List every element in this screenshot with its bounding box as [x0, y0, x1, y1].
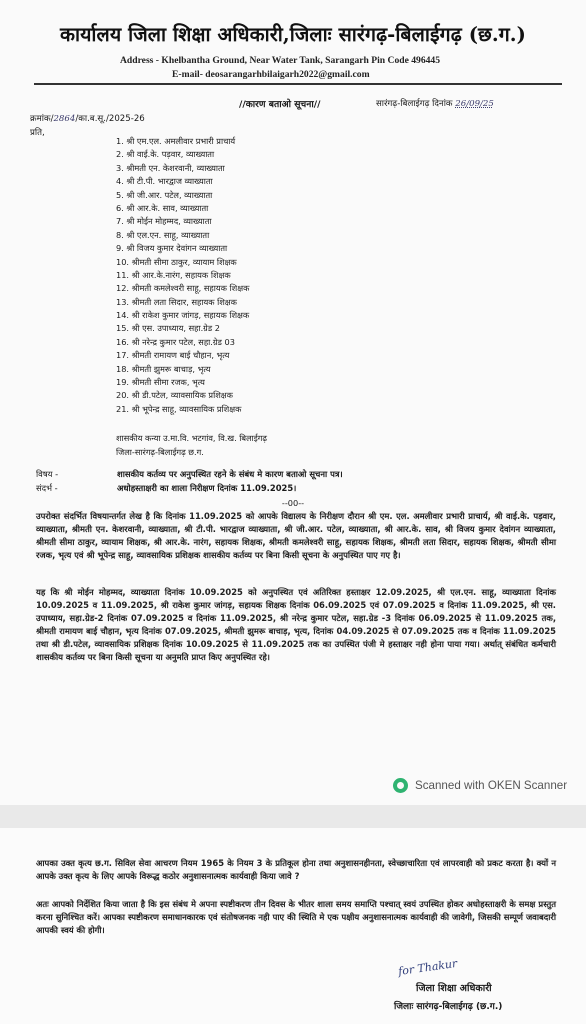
- date-line: [376, 97, 494, 109]
- recipient-list: [116, 135, 249, 416]
- recipient-item: 19. श्रीमती सीमा रजक, भृत्य: [116, 377, 205, 388]
- ref-prefix: क्रमांक/: [30, 114, 54, 124]
- handwritten-signature: for Thakur: [397, 956, 459, 979]
- reference-number: [30, 112, 145, 124]
- recipient-item: 21. श्री भूपेन्द्र साहू, व्यावसायिक प्रशिक्षक: [116, 403, 242, 414]
- recipient-item: 17. श्रीमती रामायण बाई चौहान, भृत्य: [116, 350, 230, 361]
- recipient-item: 8. श्री एल.एन. साहू, व्याख्याता: [116, 229, 210, 240]
- office-title: कार्यालय जिला शिक्षा अधिकारी,जिलाः सारंगढ़-बिलाईगढ़ (छ.ग.): [59, 23, 527, 46]
- subject-label: विषय -: [36, 469, 59, 479]
- recipient-item: 3. श्रीमती एन. केशरवानी, व्याख्याता: [116, 162, 225, 173]
- school-name: शासकीय कन्या उ.मा.वि. भटगांव, वि.ख. बिलाईगढ़: [116, 433, 267, 443]
- notice-title: //कारण बताओ सूचना//: [239, 99, 321, 110]
- subject-text: शासकीय कर्तव्य पर अनुपस्थित रहने के संबंध मे कारण बताओ सूचना पत्र।: [117, 469, 343, 479]
- okenscanner-logo-icon: [393, 778, 408, 793]
- recipient-item: 18. श्रीमती झुमरू बाचाड़, भृत्य: [116, 363, 211, 374]
- recipient-item: 5. श्री जी.आर. पटेल, व्याख्याता: [116, 189, 213, 200]
- reference-text: अधोहस्ताक्षरी का शाला निरीक्षण दिनांक 11.09.2025।: [117, 483, 297, 493]
- recipient-item: 13. श्रीमती लता सिदार, सहायक शिक्षक: [116, 296, 237, 307]
- section-divider: --00--: [281, 498, 305, 508]
- recipient-item: 11. श्री आर.के.नारंग, सहायक शिक्षक: [116, 269, 231, 280]
- office-address: Address - Khelbantha Ground, Near Water Tank, Sarangarh Pin Code 496445: [120, 55, 441, 66]
- body-paragraph-4: अतः आपको निर्देशित किया जाता है कि इस संबंध मे अपना स्पष्टीकरण तीन दिवस के भीतर शाला समय समाप्ति पश्चात् स्वयं उपस्थित होकर अधोहस्ताक्षरी के समक्ष प्रस्तुत करना सुनिश्चित करें। आपका स्पष्टीकरण समाधानकारक एवं संतोषजनक नही पाए की स्थिति मे एक पक्षीय अनुशासनात्मक कार्यवाही की जावेगी, जिसकी सम्पूर्ण जवाबदारी आपकी स्वयं की होगी।: [36, 899, 556, 935]
- school-district: जिला-सारंगढ़-बिलाईगढ़ छ.ग.: [116, 446, 204, 457]
- recipient-item: 4. श्री टी.पी. भारद्वाज व्याख्याता: [116, 176, 213, 187]
- reference-label: संदर्भ -: [36, 483, 58, 493]
- signature-place: जिलाः सारंगढ़-बिलाईगढ़ (छ.ग.): [394, 1002, 503, 1012]
- recipient-item: 12. श्रीमती कमलेश्वरी साहू, सहायक शिक्षक: [116, 283, 250, 294]
- salutation-prati: प्रति,: [30, 128, 45, 138]
- date-handwritten: 26/09/25: [455, 99, 494, 109]
- recipient-item: 16. श्री नरेन्द्र कुमार पटेल, सहा.ग्रेड 03: [116, 336, 235, 347]
- body-paragraph-2: यह कि श्री मोईन मोहम्मद, व्याख्याता दिनांक 10.09.2025 को अनुपस्थित एवं अतिरिक्त हस्ताक्षर 12.09.2025, श्री एल.एन. साहू, व्याख्याता दिनांक 10.09.2025 व 11.09.2025, श्री राकेश कुमार जांगड़, सहायक शिक्षक दिनांक 06.09.2025 एवं 07.09.2025 व दिनांक 11.09.2025, श्री एस. उपाध्याय, सहा.ग्रेड-2 दिनांक 07.09.2025 व दिनांक 11.09.2025, श्री नरेन्द्र कुमार पटेल, सहा.ग्रेड -3 दिनांक 06.09.2025 से 11.09.2025 तक, श्रीमती रामायण बाई चौहान, भृत्य दिनांक 07.09.2025, श्रीमती झुमरू बाचाड़, भृत्य, दिनांक 04.09.2025 से 07.09.2025 तक व दिनांक 11.09.2025 तथा श्री डी.पटेल, व्यावसायिक प्रशिक्षक दिनांक 10.09.2025 से 11.09.2025 तक का उपस्थित पंजी मे हस्ताक्षर नही होना पाया गया। अर्थात् संबंधित कर्मचारी शासकीय कर्तव्य पर बिना किसी सूचना या अनुमति प्राप्त किए अनुपस्थित रहे।: [36, 587, 556, 662]
- recipient-item: 6. श्री आर.के. साव, व्याख्याता: [116, 202, 209, 213]
- scanner-text: Scanned with OKEN Scanner: [415, 779, 568, 792]
- recipient-item: 15. श्री एस. उपाध्याय, सहा.ग्रेड 2: [116, 323, 220, 334]
- body-paragraph-1: उपरोक्त संदर्भित विषयान्तर्गत लेख है कि दिनांक 11.09.2025 को आपके विद्यालय के निरीक्षण दौरान श्री एम. एल. अमलीवार प्रभारी प्राचार्य, श्री वाई.के. पड़वार, व्याख्याता, श्रीमती एन. केशरवानी, व्याख्याता, श्री टी.पी. भारद्वाज व्याख्याता, श्री जी.आर. पटेल, व्याख्याता, श्री आर.के. साव, श्री विजय कुमार देवांगन व्याख्याता, श्रीमती सीमा ठाकुर, व्यायाम शिक्षक, श्री आर.के. नारंग, सहायक शिक्षक, श्रीमती कमलेश्वरी साहू, सहायक शिक्षक, श्रीमती लता सिदार, सहायक शिक्षक, श्रीमती सीमा रजक, भृत्य एवं श्री भूपेन्द्र साहू, व्यावसायिक प्रशिक्षक शासकीय कर्तव्य पर बिना किसी सूचना के अनुपस्थित पाए गए है।: [36, 511, 556, 560]
- recipient-item: 20. श्री डी.पटेल, व्यावसायिक प्रशिक्षक: [116, 390, 233, 401]
- recipient-item: 9. श्री विजय कुमार देवांगन व्याख्याता: [116, 243, 228, 254]
- body-paragraph-3: आपका उक्त कृत्य छ.ग. सिविल सेवा आचरण नियम 1965 के नियम 3 के प्रतिकूल होना तथा अनुशासनहीनता, स्वेच्छाचारिता एवं लापरवाही को प्रकट करता है। क्यों न आपके उक्त कृत्य के लिए आपके विरूद्ध कठोर अनुशासनात्मक कार्यवाही किया जावे ?: [36, 858, 556, 881]
- ref-handwritten: 2864: [53, 114, 76, 124]
- scanner-watermark: [393, 778, 567, 793]
- date-label: सारंगढ़-बिलाईगढ़ दिनांक: [376, 99, 453, 109]
- recipient-item: 10. श्रीमती सीमा ठाकुर, व्यायाम शिक्षक: [116, 256, 237, 267]
- recipient-item: 14. श्री राकेश कुमार जांगड़, सहायक शिक्षक: [116, 310, 250, 321]
- ref-suffix: /का.ब.सू./2025-26: [75, 114, 145, 124]
- recipient-item: 7. श्री मोईन मोहम्मद, व्याख्याता: [116, 216, 212, 227]
- recipient-item: 1. श्री एम.एल. अमलीवार प्रभारी प्राचार्य: [116, 136, 236, 146]
- recipient-item: 2. श्री वाई.के. पड़वार, व्याख्याता: [116, 149, 215, 160]
- office-email: E-mail- deosarangarhbilaigarh2022@gmail.com: [172, 69, 370, 80]
- header-divider: [34, 83, 562, 85]
- recipients-address: [116, 432, 267, 459]
- signature-title: जिला शिक्षा अधिकारी: [416, 983, 492, 994]
- page-gap: [0, 805, 586, 828]
- letter-page-2: [0, 828, 586, 1024]
